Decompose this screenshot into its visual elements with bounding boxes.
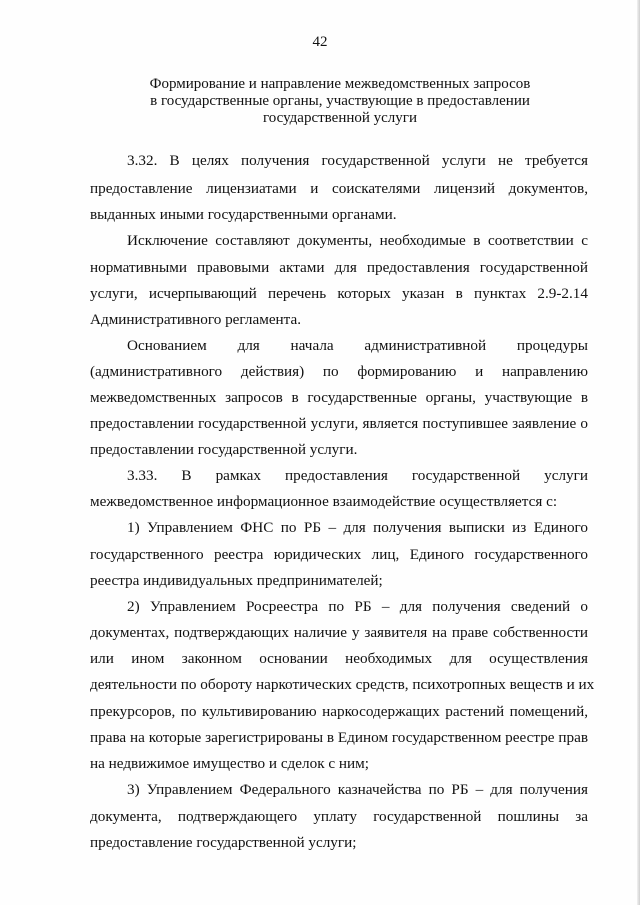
- text-line: Основанием для начала административной процедуры: [127, 337, 588, 354]
- text-line: выданных иными государственными органами.: [90, 206, 397, 223]
- list-item-line: 2) Управлением Росреестра по РБ – для получения сведений о: [127, 598, 588, 615]
- text-line: нормативными правовыми актами для предоставления государственной: [90, 259, 588, 276]
- list-item-line: 3) Управлением Федерального казначейства по РБ – для получения: [127, 781, 588, 798]
- text-line: услуги, исчерпывающий перечень которых указан в пунктах 2.9-2.14: [90, 285, 588, 302]
- text-line: предоставлении государственной услуги, является поступившее заявление о: [90, 415, 588, 432]
- text-line: (административного действия) по формированию и направлению: [90, 363, 588, 380]
- text-line: Административного регламента.: [90, 311, 302, 328]
- heading-line-2: в государственные органы, участвующие в предоставлении: [150, 93, 530, 109]
- text-line: документа, подтверждающего уплату государственной пошлины за: [90, 808, 588, 825]
- text-line: межведомственное информационное взаимодействие осуществляется с:: [90, 493, 558, 510]
- section-heading: [110, 76, 570, 127]
- heading-line-3: государственной услуги: [263, 110, 417, 126]
- text-line: на недвижимое имущество и сделок с ним;: [90, 755, 369, 772]
- text-line: 3.33. В рамках предоставления государственной услуги: [127, 467, 588, 484]
- text-line: предоставление лицензиатами и соискателями лицензий документов,: [90, 180, 588, 197]
- page-number: 42: [312, 34, 328, 50]
- heading-line-1: Формирование и направление межведомственных запросов: [149, 76, 531, 92]
- text-line: или ином законном основании необходимых для осуществления: [90, 650, 588, 667]
- text-line: предоставлении государственной услуги.: [90, 441, 358, 458]
- text-line: прекурсоров, по культивированию наркосодержащих растений помещений,: [90, 703, 588, 720]
- text-line: государственного реестра юридических лиц, Единого государственного: [90, 546, 588, 563]
- text-line: Исключение составляют документы, необходимые в соответствии с: [127, 232, 588, 249]
- text-line: межведомственных запросов в государственные органы, участвующие в: [90, 389, 588, 406]
- list-item-line: 1) Управлением ФНС по РБ – для получения выписки из Единого: [127, 519, 588, 536]
- text-line: деятельности по обороту наркотических средств, психотропных веществ и их: [90, 676, 595, 693]
- text-line: реестра индивидуальных предпринимателей;: [90, 572, 383, 589]
- text-line: предоставление государственной услуги;: [90, 834, 357, 851]
- text-line: документах, подтверждающих наличие у заявителя на праве собственности: [90, 624, 588, 641]
- text-line: права на которые зарегистрированы в Едином государственном реестре прав: [90, 729, 588, 746]
- text-line: 3.32. В целях получения государственной услуги не требуется: [127, 152, 588, 169]
